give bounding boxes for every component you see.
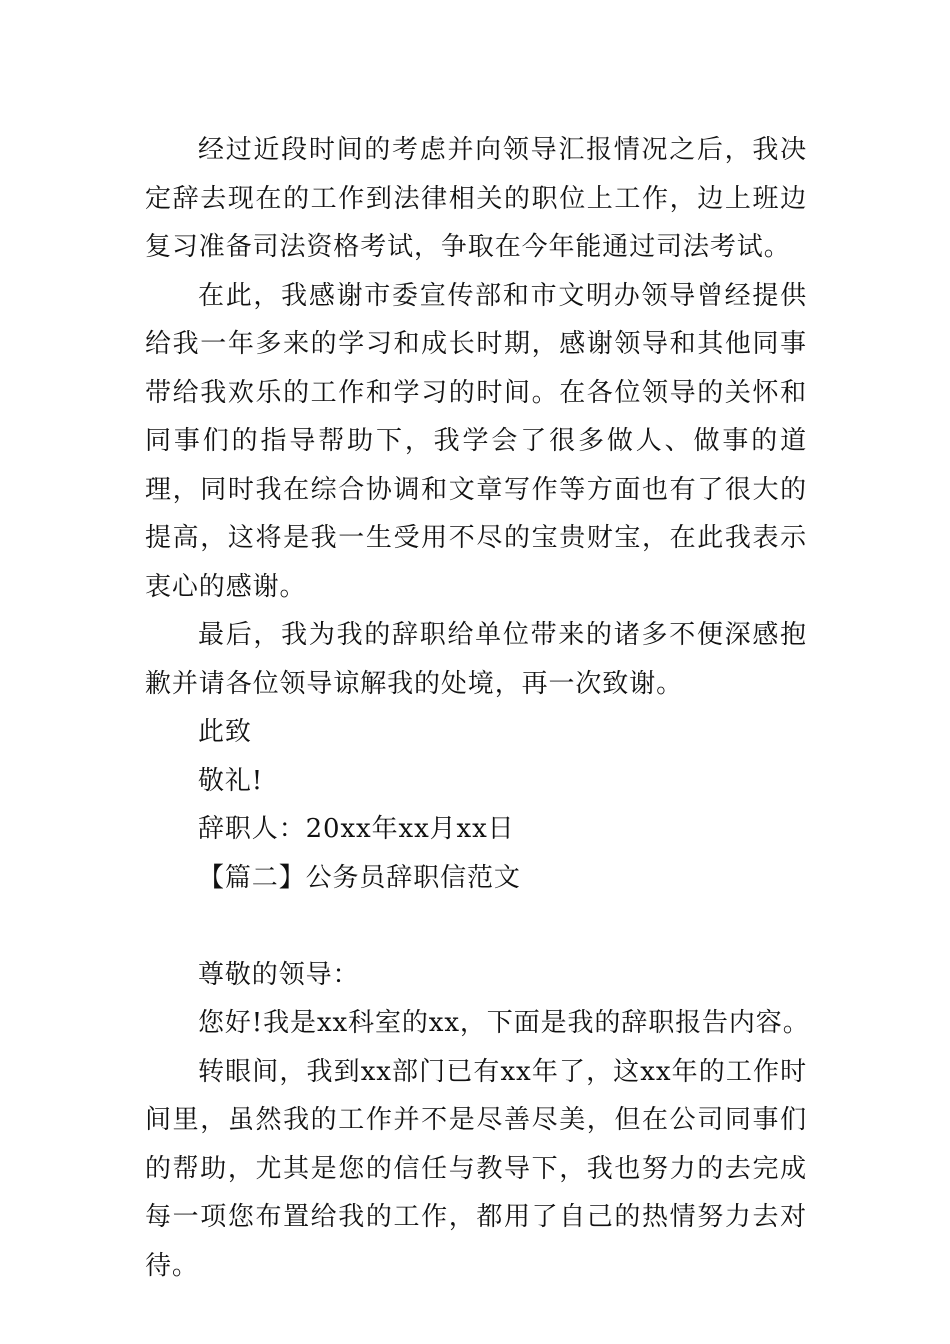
closing-line: 此致 (198, 717, 252, 747)
signature-line: 辞职人：20xx年xx月xx日 (198, 814, 515, 844)
blank-line (145, 902, 807, 951)
paragraph-thanks: 在此，我感谢市委宣传部和市文明办领导曾经提供给我一年多来的学习和成长时期，感谢领导和其他同事带给我欢乐的工作和学习的时间。在各位领导的关怀和同事们的指导帮助下，我学会了很多做人、做事的道理，同时我在综合协调和文章写作等方面也有了很大的提高，这将是我一生受用不尽的宝贵财宝，在此我表示衷心的感谢。 (145, 280, 807, 602)
greeting-line: 尊敬的领导： (198, 959, 360, 990)
paragraph-tenure: 转眼间，我到xx部门已有xx年了，这xx年的工作时间里，虽然我的工作并不是尽善尽美，但在公司同事们的帮助，尤其是您的信任与教导下，我也努力的去完成每一项您布置给我的工作，都用了自己的热情努力去对待。 (145, 1056, 807, 1281)
paragraph-apology: 最后，我为我的辞职给单位带来的诸多不便深感抱歉并请各位领导谅解我的处境，再一次致谢。 (145, 620, 807, 699)
paragraph-decision: 经过近段时间的考虑并向领导汇报情况之后，我决定辞去现在的工作到法律相关的职位上工作，边上班边复习准备司法资格考试，争取在今年能通过司法考试。 (145, 135, 807, 262)
opening-line: 您好!我是xx科室的xx，下面是我的辞职报告内容。 (198, 1008, 810, 1038)
salute-line: 敬礼! (198, 765, 264, 796)
section-heading: 【篇二】公务员辞职信范文 (198, 862, 521, 893)
letter-body (145, 126, 810, 1290)
